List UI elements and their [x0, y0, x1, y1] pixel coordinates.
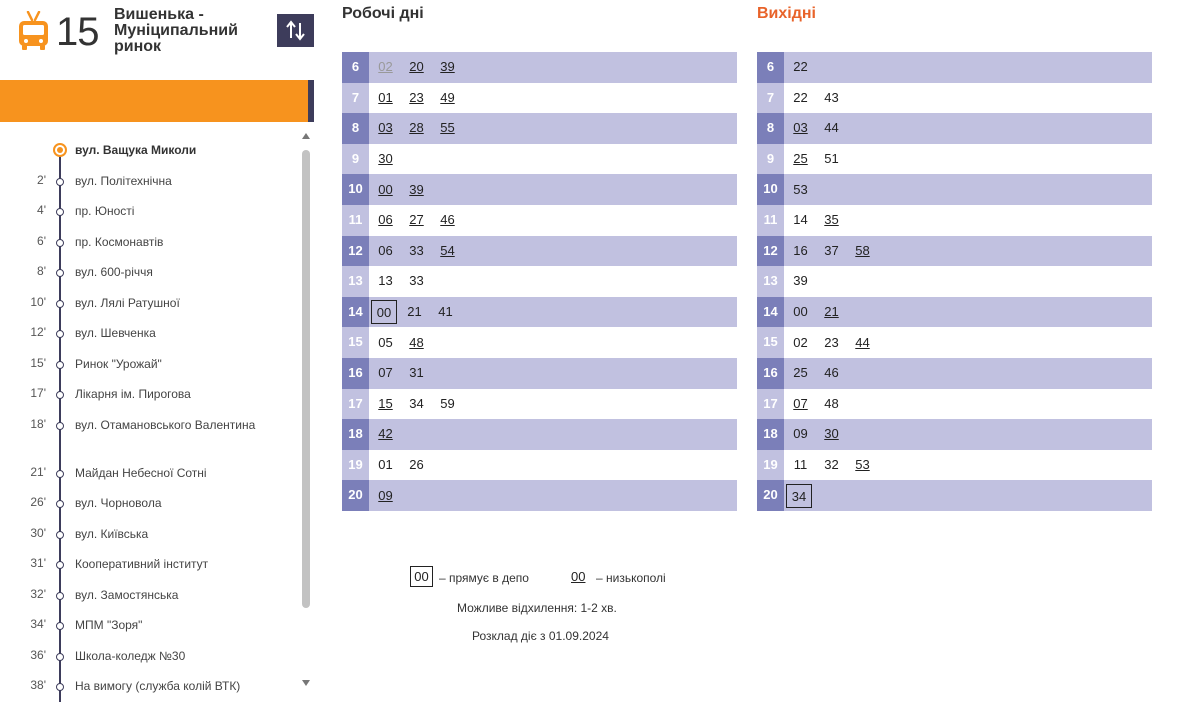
stop-marker: [56, 239, 64, 247]
departure-minute-lowfloor[interactable]: 58: [855, 242, 870, 258]
departure-minute[interactable]: 11: [793, 457, 808, 473]
timetable-row: [342, 52, 737, 83]
minutes-group: [370, 205, 463, 236]
departure-minute[interactable]: 06: [378, 242, 393, 258]
departure-minute-lowfloor[interactable]: 30: [378, 151, 393, 167]
hour-cell: 11: [342, 205, 369, 236]
stop-marker: [56, 592, 64, 600]
departure-minute-lowfloor[interactable]: 21: [824, 304, 839, 320]
stop-item[interactable]: [0, 549, 298, 580]
stop-item[interactable]: [0, 610, 298, 641]
timetable-row: [757, 144, 1152, 175]
weekend-timetable: [757, 52, 1152, 511]
hour-cell: 18: [342, 419, 369, 450]
minutes-group: [370, 236, 463, 267]
hour-cell: 7: [342, 83, 369, 114]
departure-minute[interactable]: 16: [793, 242, 808, 258]
minutes-group: [370, 113, 463, 144]
minutes-group: [785, 113, 847, 144]
departure-minute[interactable]: 31: [409, 365, 424, 381]
stop-marker: [56, 561, 64, 569]
minutes-group: [370, 450, 432, 481]
scroll-down-arrow-icon[interactable]: [301, 677, 311, 689]
departure-minute[interactable]: 46: [824, 365, 839, 381]
route-header: [0, 0, 314, 80]
stop-marker: [56, 422, 64, 430]
scroll-up-arrow-icon[interactable]: [301, 130, 311, 142]
stop-list: [0, 135, 298, 702]
timetable-row: [342, 83, 737, 114]
departure-minute[interactable]: 05: [378, 334, 393, 350]
hour-cell: 9: [757, 144, 784, 175]
departure-minute-lowfloor[interactable]: 48: [409, 334, 424, 350]
timetable-row: [342, 358, 737, 389]
timetable-row: [757, 297, 1152, 328]
stop-travel-time: 21': [30, 464, 46, 479]
departure-minute-lowfloor[interactable]: 42: [378, 426, 393, 442]
stop-travel-time: 38': [30, 678, 46, 692]
departure-minute[interactable]: 09: [793, 426, 808, 442]
stop-travel-time: 2': [37, 172, 46, 187]
stop-travel-time: 36': [30, 647, 46, 662]
departure-minute-lowfloor[interactable]: 46: [440, 212, 455, 228]
stop-name: Кооперативний інститут: [75, 557, 209, 571]
hour-cell: 17: [757, 389, 784, 420]
departure-minute[interactable]: 14: [793, 212, 808, 228]
departure-minute[interactable]: 13: [378, 273, 393, 289]
stop-name: вул. Чорновола: [75, 496, 162, 510]
route-line: [59, 410, 61, 458]
departure-minute[interactable]: 41: [438, 304, 453, 320]
departure-minute[interactable]: 23: [824, 334, 839, 350]
hour-cell: 14: [342, 297, 369, 328]
stop-marker: [56, 531, 64, 539]
stop-marker: [56, 653, 64, 661]
swap-direction-icon: [277, 14, 314, 47]
departure-minute-lowfloor[interactable]: 06: [378, 212, 393, 228]
stop-item[interactable]: [0, 318, 298, 349]
departure-minute[interactable]: 26: [409, 457, 424, 473]
hour-cell: 10: [757, 174, 784, 205]
hour-cell: 8: [342, 113, 369, 144]
stop-travel-time: 32': [30, 586, 46, 601]
stop-name: Лікарня ім. Пирогова: [75, 387, 191, 401]
departure-minute[interactable]: 22: [793, 59, 808, 75]
departure-minute-lowfloor[interactable]: 03: [378, 120, 393, 136]
departure-minute-lowfloor[interactable]: 15: [378, 395, 393, 411]
timetable-row: [757, 419, 1152, 450]
stop-travel-time: 17': [30, 386, 46, 400]
departure-minute[interactable]: 22: [793, 89, 808, 105]
departure-minute-lowfloor[interactable]: 35: [824, 212, 839, 228]
hour-cell: 17: [342, 389, 369, 420]
timetable-row: [757, 266, 1152, 297]
departure-minute[interactable]: 21: [407, 304, 422, 320]
minutes-group: [785, 83, 847, 114]
timetable-row: [757, 113, 1152, 144]
hour-cell: 12: [342, 236, 369, 267]
timetable-row: [342, 266, 737, 297]
timetable-row: [757, 205, 1152, 236]
timetable-row: [757, 480, 1152, 511]
minutes-group: [785, 174, 816, 205]
departure-minute[interactable]: 07: [378, 365, 393, 381]
minutes-group: [370, 83, 463, 114]
stop-name: Школа-коледж №30: [75, 648, 186, 663]
stop-item[interactable]: [0, 257, 298, 288]
stop-travel-time: 34': [30, 617, 46, 631]
stop-marker: [56, 683, 64, 691]
timetable-row: [342, 144, 737, 175]
departure-minute[interactable]: 53: [793, 181, 808, 197]
stop-marker: [56, 300, 64, 308]
schedule-valid-note: Розклад діє з 01.09.2024: [472, 629, 609, 643]
stop-item[interactable]: [0, 488, 298, 519]
stop-item[interactable]: [0, 227, 298, 258]
hour-cell: 11: [757, 205, 784, 236]
minutes-group: [370, 144, 401, 175]
departure-minute[interactable]: 00: [793, 304, 808, 320]
route-number: 15: [56, 10, 99, 54]
timetable-row: [757, 174, 1152, 205]
stop-item[interactable]: [0, 196, 298, 227]
timetable-row: [342, 450, 737, 481]
scrollbar-thumb[interactable]: [302, 150, 310, 608]
departure-minute[interactable]: 32: [824, 457, 839, 473]
stop-item[interactable]: [0, 135, 298, 166]
timetable-row: [342, 480, 737, 511]
hour-cell: 15: [757, 327, 784, 358]
stop-item[interactable]: [0, 379, 298, 410]
departure-minute[interactable]: 33: [409, 242, 424, 258]
minutes-group: [370, 52, 463, 83]
minutes-group: [370, 389, 463, 420]
stop-travel-time: 31': [30, 556, 46, 570]
weekend-title: Вихідні: [757, 5, 816, 22]
stop-marker: [56, 269, 64, 277]
stop-travel-time: 8': [37, 264, 46, 278]
timetable-row: [757, 83, 1152, 114]
departure-minute-lowfloor[interactable]: 30: [824, 426, 839, 442]
hour-cell: 6: [757, 52, 784, 83]
timetable-row: [757, 389, 1152, 420]
current-stop-marker: [53, 143, 67, 157]
minutes-group: [370, 419, 401, 450]
departure-minute-lowfloor[interactable]: 23: [409, 89, 424, 105]
stop-name: Майдан Небесної Сотні: [75, 465, 207, 480]
departure-minute[interactable]: 37: [824, 242, 839, 258]
timetable-row: [342, 419, 737, 450]
stop-marker: [56, 622, 64, 630]
departure-minute-lowfloor[interactable]: 55: [440, 120, 455, 136]
timetable-row: [757, 236, 1152, 267]
stop-item[interactable]: [0, 519, 298, 550]
timetable-row: [342, 113, 737, 144]
stop-travel-time: 30': [30, 525, 46, 540]
stop-travel-time: 12': [30, 325, 46, 339]
departure-minute[interactable]: 48: [824, 395, 839, 411]
legend-lowfloor-text: – низькополі: [596, 571, 666, 585]
hour-cell: 20: [342, 480, 369, 511]
stop-travel-time: 26': [30, 495, 46, 509]
stop-marker: [56, 178, 64, 186]
stop-marker: [56, 208, 64, 216]
departure-minute-lowfloor[interactable]: 03: [793, 120, 808, 136]
stop-travel-time: 18': [30, 416, 46, 431]
minutes-group: [370, 327, 432, 358]
minutes-group: [370, 297, 461, 328]
hour-cell: 6: [342, 52, 369, 83]
direction-banner-edge: [308, 80, 314, 122]
minutes-group: [785, 419, 847, 450]
timetable-row: [342, 174, 737, 205]
stop-item[interactable]: [0, 410, 298, 458]
hour-cell: 16: [342, 358, 369, 389]
departure-minute-lowfloor[interactable]: 54: [440, 242, 455, 258]
timetable-row: [757, 358, 1152, 389]
departure-minute[interactable]: 01: [378, 457, 393, 473]
minutes-group: [785, 480, 814, 511]
hour-cell: 12: [757, 236, 784, 267]
hour-cell: 18: [757, 419, 784, 450]
hour-cell: 19: [342, 450, 369, 481]
hour-cell: 9: [342, 144, 369, 175]
departure-minute-depot[interactable]: 00: [371, 300, 397, 324]
stop-travel-time: 6': [37, 233, 46, 248]
departure-minute-lowfloor[interactable]: 49: [440, 89, 455, 105]
minutes-group: [785, 450, 878, 481]
departure-minute[interactable]: 33: [409, 273, 424, 289]
hour-cell: 19: [757, 450, 784, 481]
hour-cell: 16: [757, 358, 784, 389]
stop-name: вул. Замостянська: [75, 587, 179, 602]
minutes-group: [785, 297, 847, 328]
minutes-group: [785, 266, 816, 297]
stop-name: вул. Ващука Миколи: [75, 143, 197, 157]
stop-name: МПМ "Зоря": [75, 618, 143, 632]
minutes-group: [785, 358, 847, 389]
departure-minute-lowfloor[interactable]: 01: [378, 89, 393, 105]
stop-travel-time: 10': [30, 294, 46, 309]
minutes-group: [370, 266, 432, 297]
timetable-row: [757, 450, 1152, 481]
route-name: Вишенька - Муніципальний ринок: [114, 6, 238, 55]
departure-minute[interactable]: 39: [793, 273, 808, 289]
hour-cell: 8: [757, 113, 784, 144]
stop-marker: [56, 470, 64, 478]
departure-minute[interactable]: 44: [824, 120, 839, 136]
minutes-group: [785, 236, 878, 267]
minutes-group: [785, 52, 816, 83]
hour-cell: 7: [757, 83, 784, 114]
departure-minute[interactable]: 02: [793, 334, 808, 350]
hour-cell: 13: [757, 266, 784, 297]
minutes-group: [370, 174, 432, 205]
departure-minute[interactable]: 59: [440, 395, 455, 411]
stop-travel-time: 15': [30, 355, 46, 370]
stop-travel-time: 4': [37, 203, 46, 217]
hour-cell: 14: [757, 297, 784, 328]
timetable-row: [342, 236, 737, 267]
departure-minute[interactable]: 51: [824, 151, 839, 167]
minutes-group: [785, 144, 847, 175]
stop-name: вул. Отамановського Валентина: [75, 417, 256, 432]
departure-minute[interactable]: 34: [409, 395, 424, 411]
stop-name: вул. Шевченка: [75, 326, 156, 340]
timetable-row: [342, 327, 737, 358]
departure-minute-lowfloor[interactable]: 00: [378, 181, 393, 197]
stop-name: вул. Лялі Ратушної: [75, 295, 180, 310]
stop-item[interactable]: [0, 641, 298, 672]
departure-minute[interactable]: 43: [824, 89, 839, 105]
departure-minute-lowfloor[interactable]: 02: [378, 59, 393, 75]
minutes-group: [785, 389, 847, 420]
stop-name: вул. Політехнічна: [75, 173, 172, 188]
hour-cell: 13: [342, 266, 369, 297]
minutes-group: [785, 327, 878, 358]
hour-cell: 20: [757, 480, 784, 511]
stop-item[interactable]: [0, 671, 298, 702]
departure-minute-lowfloor[interactable]: 44: [855, 334, 870, 350]
minutes-group: [370, 358, 432, 389]
hour-cell: 10: [342, 174, 369, 205]
workdays-title: Робочі дні: [342, 5, 424, 22]
minutes-group: [370, 480, 401, 511]
timetable-row: [757, 52, 1152, 83]
stop-item[interactable]: [0, 166, 298, 197]
stop-item[interactable]: [0, 458, 298, 489]
legend-lowfloor-sample: 00: [571, 569, 586, 584]
stop-name: пр. Космонавтів: [75, 234, 164, 249]
departure-minute-lowfloor[interactable]: 09: [378, 487, 393, 503]
stop-list-scrollbar[interactable]: [301, 130, 311, 691]
departure-minute-lowfloor[interactable]: 28: [409, 120, 424, 136]
departure-minute-lowfloor[interactable]: 20: [409, 59, 424, 75]
departure-minute-depot[interactable]: 34: [786, 484, 812, 508]
legend-depot-text: – прямує в депо: [439, 571, 529, 585]
hour-cell: 15: [342, 327, 369, 358]
legend-depot-sample: 00: [410, 566, 433, 587]
departure-minute-lowfloor[interactable]: 25: [793, 151, 808, 167]
timetable-row: [342, 297, 737, 328]
stop-name: На вимогу (служба колій ВТК): [75, 679, 241, 693]
deviation-note: Можливе відхилення: 1-2 хв.: [457, 601, 617, 615]
workdays-timetable: [342, 52, 737, 511]
stop-marker: [56, 361, 64, 369]
timetable-row: [757, 327, 1152, 358]
stop-item[interactable]: [0, 288, 298, 319]
departure-minute-lowfloor[interactable]: 39: [440, 59, 455, 75]
departure-minute[interactable]: 25: [793, 365, 808, 381]
stop-item[interactable]: [0, 349, 298, 380]
direction-banner: [0, 80, 308, 122]
departure-minute-lowfloor[interactable]: 53: [855, 457, 870, 473]
departure-minute-lowfloor[interactable]: 27: [409, 212, 424, 228]
stop-item[interactable]: [0, 580, 298, 611]
timetable-row: [342, 205, 737, 236]
stop-name: вул. Київська: [75, 526, 149, 541]
stop-name: пр. Юності: [75, 204, 135, 218]
swap-direction-button[interactable]: [277, 14, 314, 47]
stop-marker: [56, 500, 64, 508]
departure-minute-lowfloor[interactable]: 07: [793, 395, 808, 411]
stop-marker: [56, 391, 64, 399]
trolleybus-icon: [18, 11, 49, 51]
departure-minute-lowfloor[interactable]: 39: [409, 181, 424, 197]
timetable-row: [342, 389, 737, 420]
route-panel: [0, 0, 314, 691]
minutes-group: [785, 205, 847, 236]
stop-marker: [56, 330, 64, 338]
stop-name: вул. 600-річчя: [75, 265, 153, 279]
stop-name: Ринок "Урожай": [75, 356, 162, 371]
